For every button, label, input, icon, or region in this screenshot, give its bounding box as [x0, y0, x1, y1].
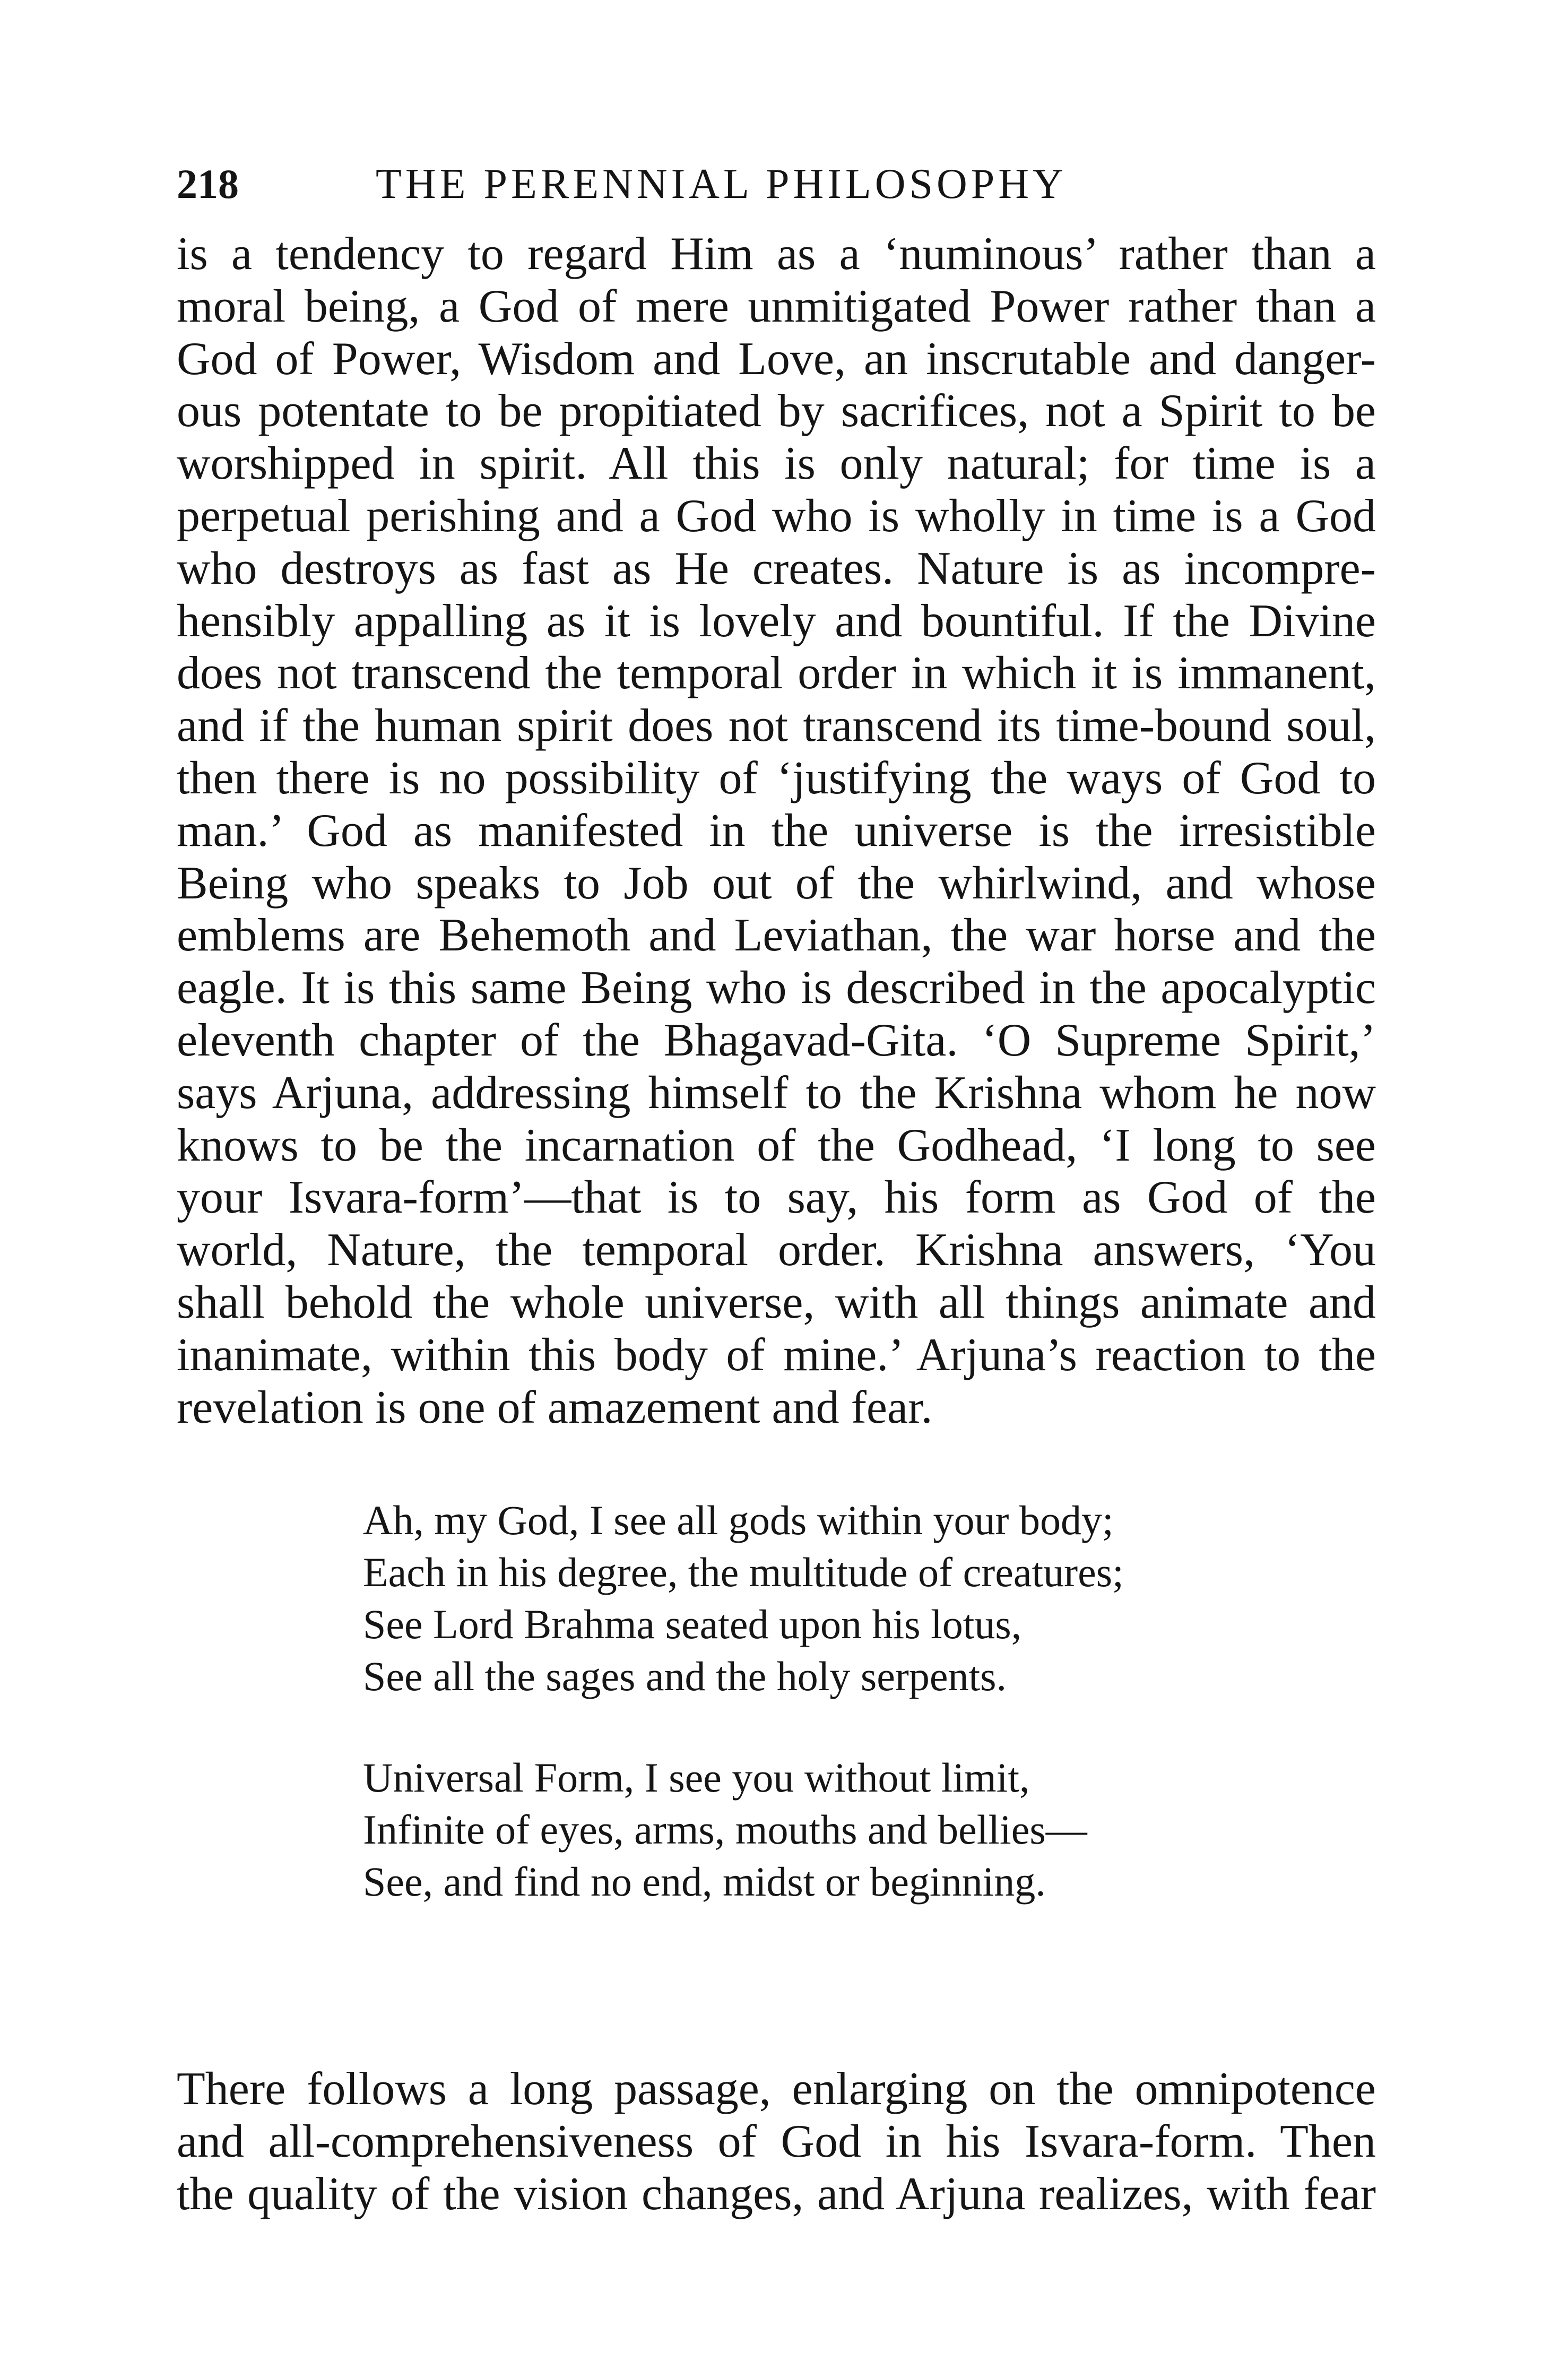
text-line: is a tendency to regard Him as a ‘numinous’ rather than a: [177, 228, 1376, 280]
text-line: the quality of the vision changes, and Arjuna realizes, with fear: [177, 2168, 1376, 2220]
text-line: man.’ God as manifested in the universe is the irresistible: [177, 805, 1376, 857]
text-line: who destroys as fast as He creates. Nature is as incompre-: [177, 542, 1376, 594]
main-paragraph: [177, 228, 1376, 1434]
text-line: hensibly appalling as it is lovely and bountiful. If the Divine: [177, 595, 1376, 647]
verse-stanza-1: [363, 1494, 1212, 1702]
running-head: [177, 155, 1180, 213]
verse-line: Infinite of eyes, arms, mouths and bellies—: [363, 1806, 1087, 1853]
text-line: inanimate, within this body of mine.’ Arjuna’s reaction to the: [177, 1329, 1376, 1381]
verse-line: See Lord Brahma seated upon his lotus,: [363, 1601, 1022, 1647]
text-line: world, Nature, the temporal order. Krishna answers, ‘You: [177, 1224, 1376, 1276]
verse-line: Ah, my God, I see all gods within your body;: [363, 1497, 1114, 1543]
text-line: shall behold the whole universe, with all things animate and: [177, 1276, 1376, 1328]
text-line: revelation is one of amazement and fear.: [177, 1381, 933, 1433]
text-line: worshipped in spirit. All this is only natural; for time is a: [177, 438, 1376, 490]
verse-stanza-2: [363, 1752, 1212, 1908]
text-line: says Arjuna, addressing himself to the Krishna whom he now: [177, 1067, 1376, 1119]
text-line: emblems are Behemoth and Leviathan, the war horse and the: [177, 910, 1376, 962]
text-line: moral being, a God of mere unmitigated Power rather than a: [177, 280, 1376, 332]
verse-line: Each in his degree, the multitude of creatures;: [363, 1549, 1124, 1595]
page-number: 218: [177, 161, 239, 207]
text-line: your Isvara-form’—that is to say, his form as God of the: [177, 1172, 1376, 1224]
text-line: God of Power, Wisdom and Love, an inscrutable and danger-: [177, 333, 1376, 385]
text-line: and all-comprehensiveness of God in his Isvara-form. Then: [177, 2115, 1376, 2167]
verse-line: Universal Form, I see you without limit,: [363, 1754, 1030, 1801]
text-line: perpetual perishing and a God who is wholly in time is a God: [177, 490, 1376, 542]
verse-line: See all the sages and the holy serpents.: [363, 1653, 1007, 1699]
text-line: does not transcend the temporal order in which it is immanent,: [177, 647, 1376, 699]
text-line: ous potentate to be propitiated by sacrifices, not a Spirit to be: [177, 385, 1376, 437]
text-line: Being who speaks to Job out of the whirlwind, and whose: [177, 857, 1376, 909]
text-line: There follows a long passage, enlarging on the omnipotence: [177, 2063, 1376, 2115]
text-line: knows to be the incarnation of the Godhead, ‘I long to see: [177, 1119, 1376, 1171]
closing-paragraph: [177, 2063, 1376, 2220]
text-line: then there is no possibility of ‘justifying the ways of God to: [177, 752, 1376, 804]
text-line: and if the human spirit does not transcend its time-bound soul,: [177, 700, 1376, 752]
running-title: THE PERENNIAL PHILOSOPHY: [376, 161, 1067, 207]
text-line: eagle. It is this same Being who is described in the apocalyptic: [177, 962, 1376, 1014]
verse-line: See, and find no end, midst or beginning.: [363, 1858, 1046, 1905]
text-line: eleventh chapter of the Bhagavad-Gita. ‘O Supreme Spirit,’: [177, 1014, 1376, 1066]
